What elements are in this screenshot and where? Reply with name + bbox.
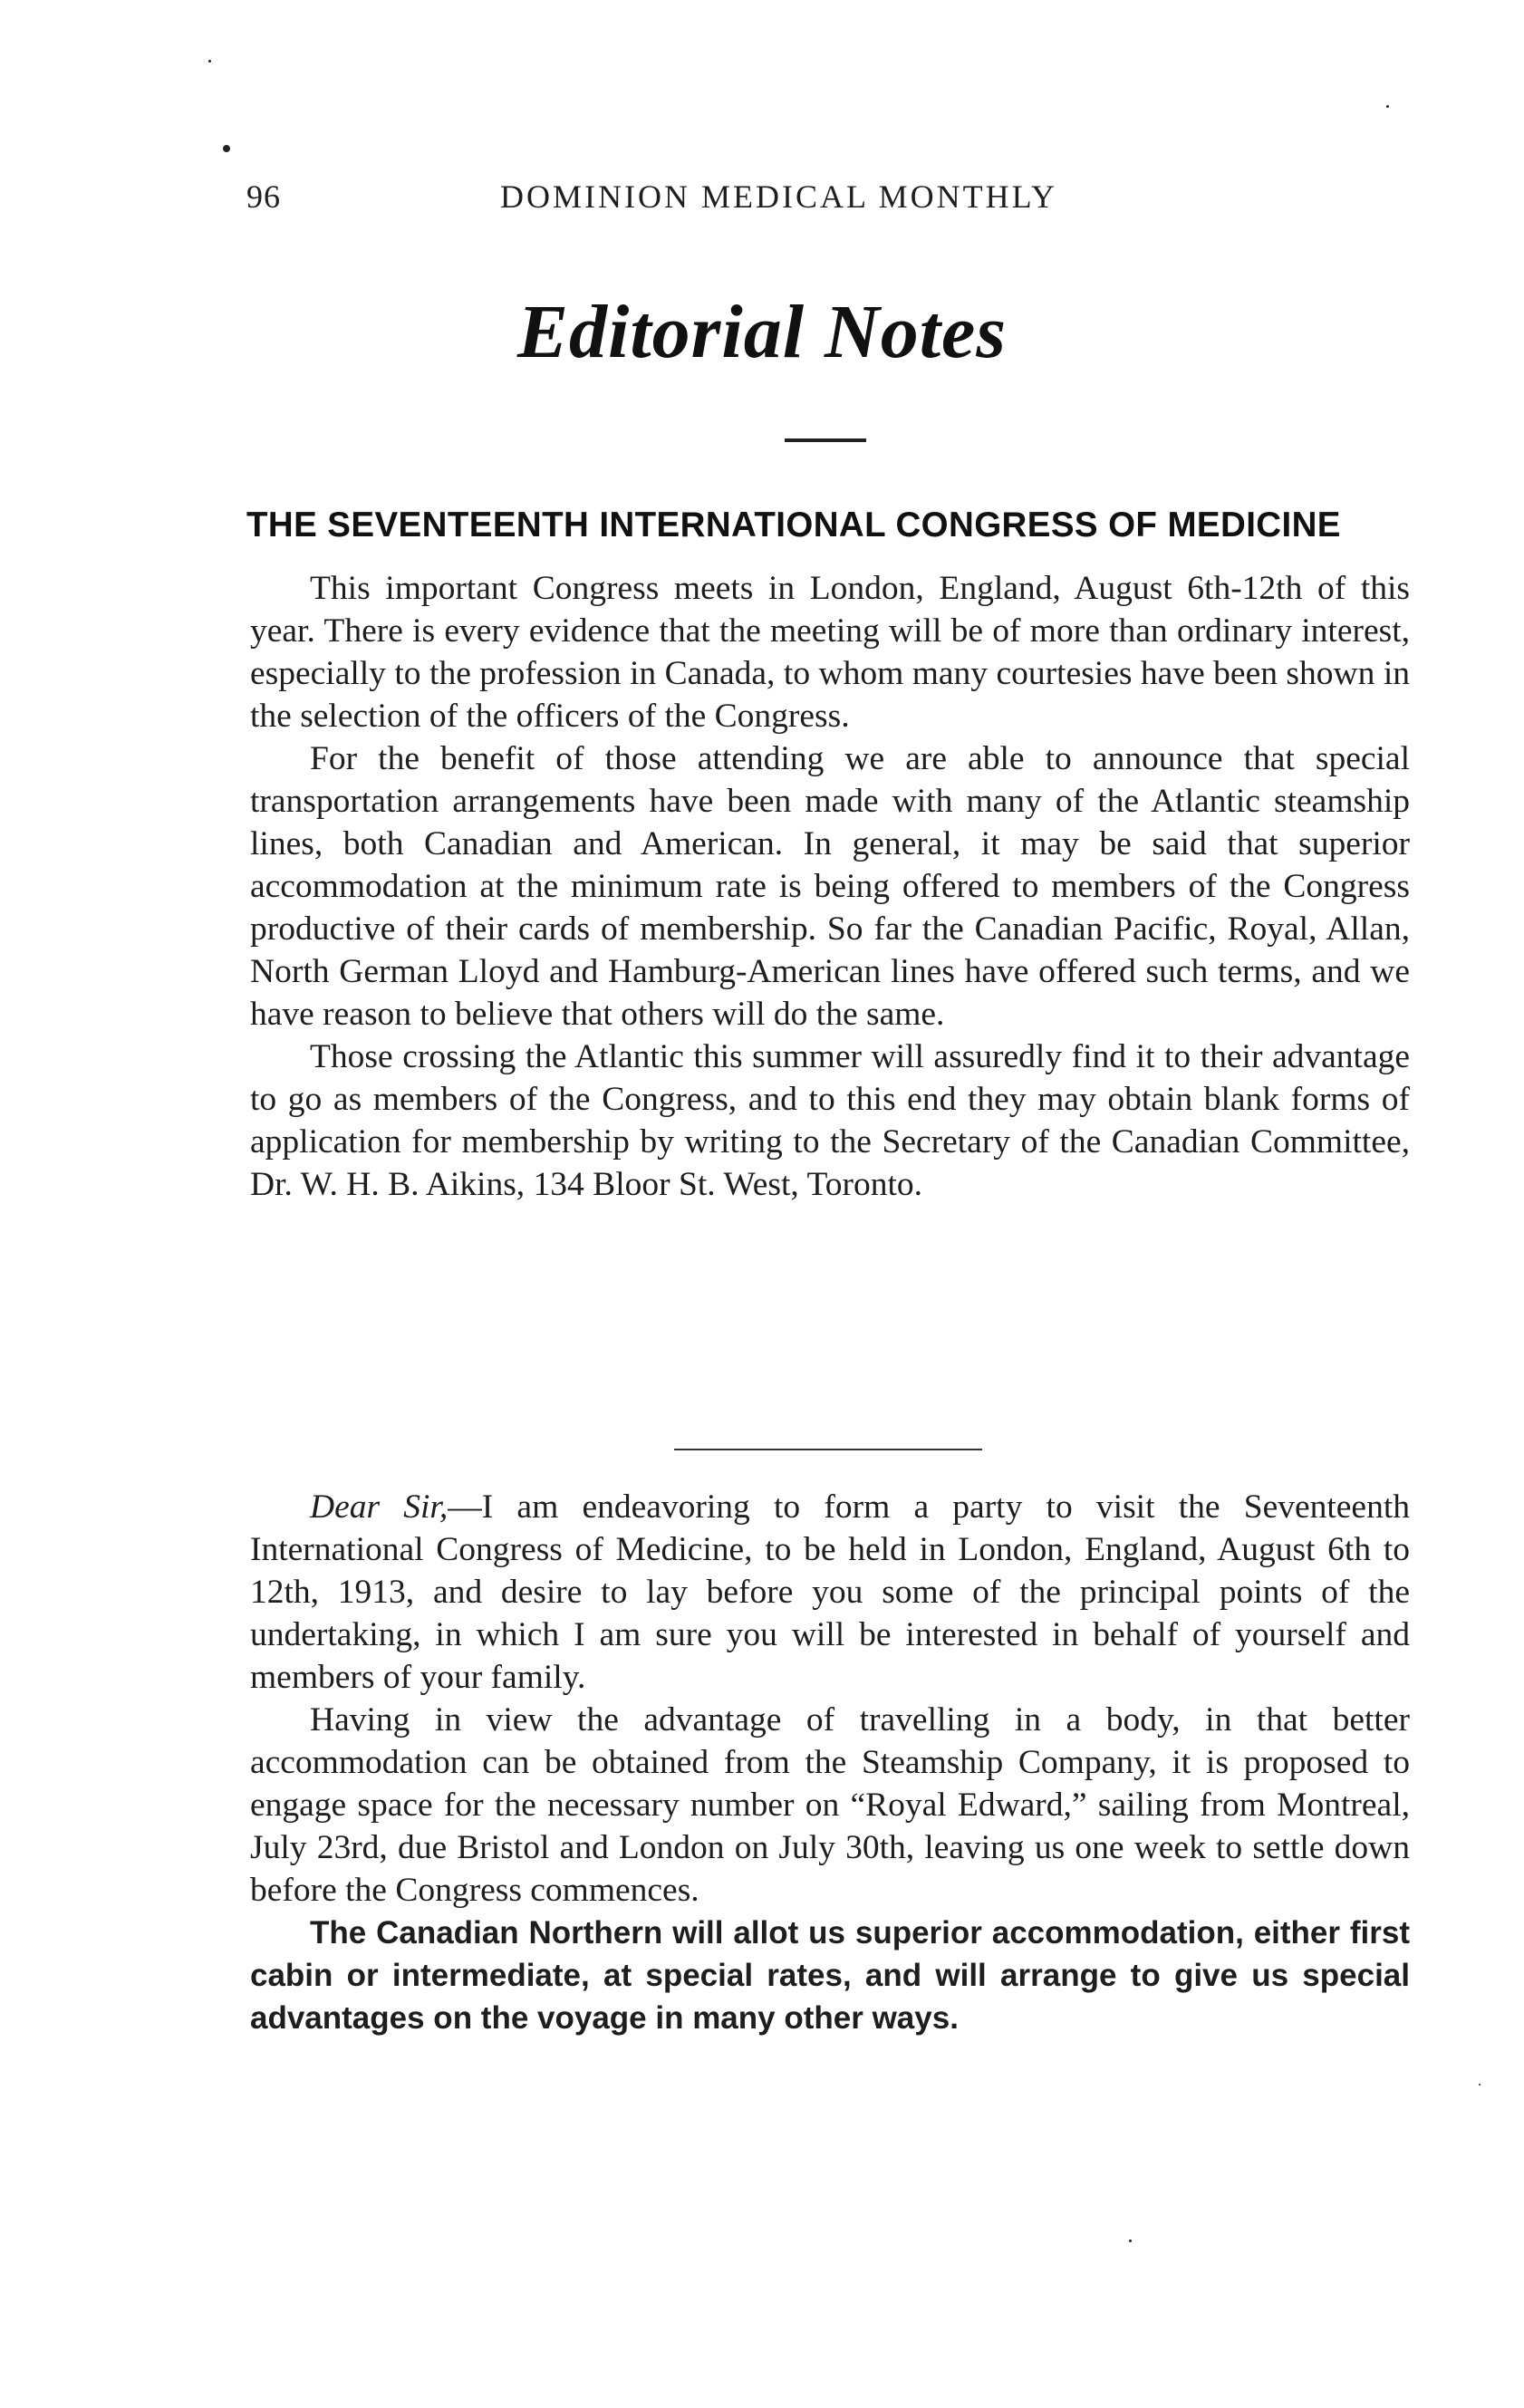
scan-speck — [223, 145, 230, 152]
scan-speck — [1479, 2084, 1481, 2085]
article-body — [250, 567, 1410, 1206]
letter-salutation: Dear Sir, — [310, 1488, 449, 1526]
letter-paragraph: The Canadian Northern will allot us superior accommodation, either first cabin or intermediate, at special rates, and will arrange to give us special advantages on the voyage in many other ways. — [250, 1915, 1410, 2036]
article-heading: THE SEVENTEENTH INTERNATIONAL CONGRESS OF MEDICINE — [246, 506, 1341, 544]
journal-title: DOMINION MEDICAL MONTHLY — [500, 178, 1058, 215]
section-title: Editorial Notes — [516, 290, 1008, 374]
letter-body — [250, 1486, 1410, 2039]
scan-speck — [1386, 105, 1389, 108]
scan-speck — [208, 60, 211, 63]
section-divider — [674, 1449, 982, 1450]
page-number: 96 — [246, 178, 281, 215]
article-paragraph: This important Congress meets in London, England, August 6th-12th of this year. There is every evidence that the meeting will be of more than ordinary interest, especially to the profession in Canada, to whom many courtesies have been shown in the selection of the officers of the Congress. — [250, 570, 1410, 735]
article-paragraph: For the benefit of those attending we are able to announce that special transportation arrangements have been made with many of the Atlantic steamship lines, both Canadian and American. In general, it may be said that superior accommodation at the minimum rate is being offered to members of the Congress productive of their cards of membership. So far the Canadian Pacific, Royal, Allan, North German Lloyd and Hamburg-American lines have offered such terms, and we have reason to believe that others will do the same. — [250, 740, 1410, 1033]
running-head — [246, 178, 1163, 232]
letter-paragraph: Having in view the advantage of travelling in a body, in that better accommodation can be obtained from the Steamship Company, it is proposed to engage space for the necessary number on “Royal Edward,” sailing from Montreal, July 23rd, due Bristol and London on July 30th, leaving us one week to settle down before the Congress commences. — [250, 1701, 1410, 1909]
scan-speck — [1129, 2239, 1132, 2242]
title-rule — [785, 438, 866, 442]
article-paragraph: Those crossing the Atlantic this summer will assuredly find it to their advantage to go as members of the Congress, and to this end they may obtain blank forms of application for membership by writing to the Secretary of the Canadian Committee, Dr. W. H. B. Aikins, 134 Bloor St. West, Toronto. — [250, 1038, 1410, 1203]
letter-opening-text: —I am endeavoring to form a party to visit the Seventeenth International Congress of Medicine, to be held in London, England, August 6th to 12th, 1913, and desire to lay before you some of the principal points of the undertaking, in which I am sure you will be interested in behalf of yourself and members of your family. — [250, 1488, 1410, 1696]
letter-paragraph — [250, 1486, 1410, 1699]
